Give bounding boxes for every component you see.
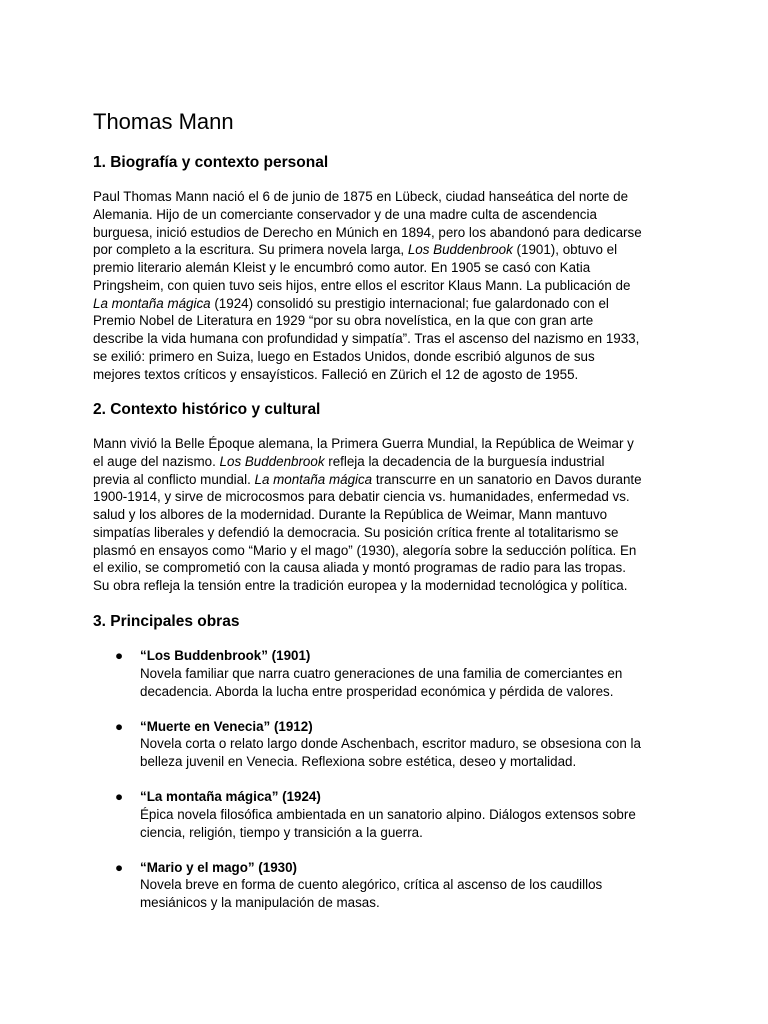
biografia-paragraph: [93, 188, 678, 383]
italic-work-title: La montaña mágica: [254, 471, 373, 487]
paragraph-line: [93, 506, 678, 524]
work-description-line: Épica novela filosófica ambientada en un sanatorio alpino. Diálogos extensos sobre: [140, 806, 636, 822]
text-segment: salud y los albores de la modernidad. Durante la República de Weimar, Mann mantuvo: [93, 507, 608, 522]
paragraph-line: [93, 206, 678, 224]
work-title: “Mario y el mago” (1930): [140, 859, 298, 875]
work-description-line: ciencia, religión, tiempo y transición a la guerra.: [140, 824, 423, 840]
text-segment: Su obra refleja la tensión entre la tradición europea y la modernidad tecnológica y política.: [93, 578, 628, 593]
bullet-icon: ●: [115, 648, 124, 663]
text-segment: 1900-1914, y sirve de microcosmos para debatir ciencia vs. humanidades, enfermedad vs.: [93, 489, 630, 505]
bullet-icon: ●: [115, 789, 124, 804]
text-segment: burguesa, inició estudios de Derecho en Múnich en 1894, pero los abandonó para dedicarse: [93, 224, 642, 240]
paragraph-line: [93, 277, 678, 295]
work-description-line: belleza juvenil en Venecia. Reflexiona sobre estética, deseo y mortalidad.: [140, 754, 577, 769]
text-segment: (1901), obtuvo el: [512, 242, 618, 258]
italic-work-title: Los Buddenbrook: [407, 242, 513, 258]
paragraph-line: [93, 295, 678, 313]
work-title: “Muerte en Venecia” (1912): [140, 718, 313, 734]
text-segment: el exilio, se comprometió con la causa aliada y montó programas de radio para las tropas.: [93, 560, 626, 576]
paragraph-line: [93, 524, 678, 542]
text-segment: simpatías liberales y defendió la democracia. Su posición crítica frente al totalitarismo se: [93, 524, 619, 540]
paragraph-line: [93, 188, 678, 206]
text-segment: Mann vivió la Belle Époque alemana, la Primera Guerra Mundial, la República de Weimar y: [93, 436, 634, 451]
text-segment: se exilió: primero en Suiza, luego en Estados Unidos, donde escribió algunos de sus: [93, 348, 595, 364]
work-description-line: Novela breve en forma de cuento alegórico, crítica al ascenso de los caudillos: [140, 877, 603, 893]
work-description-line: mesiánicos y la manipulación de masas.: [140, 895, 380, 910]
paragraph-line: [93, 488, 678, 506]
contexto-paragraph: [93, 435, 678, 595]
text-segment: describe la vida humana con profundidad y simpatía”. Tras el ascenso del nazismo en 1933,: [93, 331, 640, 346]
section-heading-contexto: 2. Contexto histórico y cultural: [93, 401, 321, 418]
paragraph-line: [93, 312, 678, 330]
text-segment: Alemania. Hijo de un comerciante conservador y de una madre culta de ascendencia: [93, 206, 597, 222]
paragraph-line: [93, 330, 678, 348]
paragraph-line: [93, 542, 678, 560]
text-segment: (1924) consolidó su prestigio internacional; fue galardonado con el: [210, 295, 609, 311]
paragraph-line: [93, 241, 678, 259]
section-heading-obras: 3. Principales obras: [93, 613, 240, 630]
document-title: Thomas Mann: [93, 109, 234, 134]
text-segment: mejores textos críticos y ensayísticos. Falleció en Zürich el 12 de agosto de 1955.: [93, 366, 579, 382]
paragraph-line: [93, 471, 678, 489]
work-description-line: Novela familiar que narra cuatro generaciones de una familia de comerciantes en: [140, 665, 623, 681]
text-segment: el auge del nazismo.: [93, 453, 220, 469]
text-segment: Paul Thomas Mann nació el 6 de junio de 1875 en Lübeck, ciudad hanseática del norte de: [93, 189, 629, 204]
paragraph-line: [93, 435, 678, 453]
text-segment: previa al conflicto mundial.: [93, 471, 255, 487]
work-title: “Los Buddenbrook” (1901): [140, 648, 311, 663]
paragraph-line: [93, 453, 678, 471]
text-segment: plasmó en ensayos como “Mario y el mago” (1930), alegoría sobre la seducción política. En: [93, 542, 637, 558]
italic-work-title: Los Buddenbrook: [219, 453, 325, 469]
paragraph-line: [93, 348, 678, 366]
text-segment: refleja la decadencia de la burguesía industrial: [324, 453, 605, 469]
paragraph-line: [93, 259, 678, 277]
paragraph-line: [93, 366, 678, 384]
text-segment: por completo a la escritura. Su primera novela larga,: [93, 242, 408, 258]
work-description-line: decadencia. Aborda la lucha entre prosperidad económica y pérdida de valores.: [140, 683, 614, 699]
italic-work-title: La montaña mágica: [93, 295, 211, 311]
paragraph-line: [93, 577, 678, 595]
bullet-icon: ●: [115, 859, 124, 875]
paragraph-line: [93, 559, 678, 577]
section-heading-biografia: 1. Biografía y contexto personal: [93, 154, 329, 171]
text-segment: Pringsheim, con quien tuvo seis hijos, entre ellos el escritor Klaus Mann. La publicación de: [93, 277, 631, 293]
text-segment: transcurre en un sanatorio en Davos durante: [372, 471, 642, 487]
bullet-icon: ●: [115, 718, 124, 734]
work-title: “La montaña mágica” (1924): [140, 789, 321, 804]
work-description-line: Novela corta o relato largo donde Aschenbach, escritor maduro, se obsesiona con la: [140, 736, 641, 752]
paragraph-line: [93, 224, 678, 242]
text-segment: premio literario alemán Kleist y le encumbró como autor. En 1905 se casó con Katia: [93, 260, 591, 275]
text-segment: Premio Nobel de Literatura en 1929 “por su obra novelística, en la que con gran arte: [93, 313, 594, 329]
